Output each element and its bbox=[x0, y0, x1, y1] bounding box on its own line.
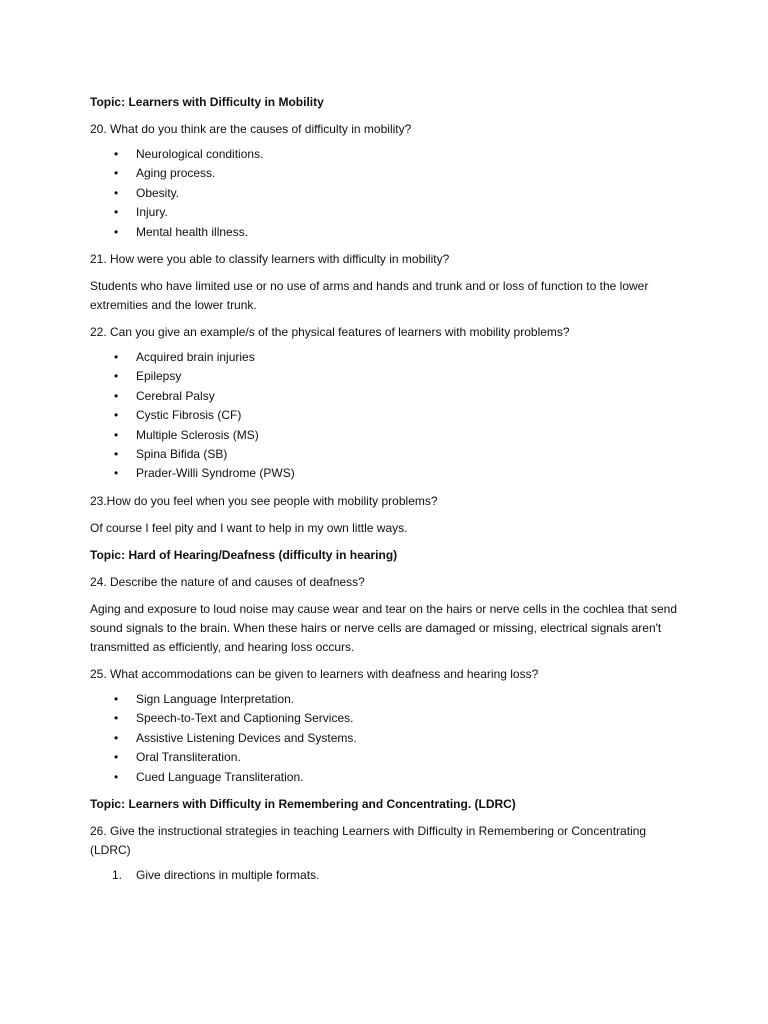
question-23: 23.How do you feel when you see people with mobility problems? bbox=[90, 493, 438, 508]
question-24: 24. Describe the nature of and causes of deafness? bbox=[90, 574, 365, 589]
list-item bbox=[90, 866, 690, 885]
answer-23: Of course I feel pity and I want to help in my own little ways. bbox=[90, 520, 408, 535]
topic-ldrc-heading: Topic: Learners with Difficulty in Remembering and Concentrating. (LDRC) bbox=[90, 796, 516, 811]
question-20: 20. What do you think are the causes of difficulty in mobility? bbox=[90, 122, 412, 136]
topic-mobility-heading: Topic: Learners with Difficulty in Mobility bbox=[90, 95, 324, 109]
list-item: • Mental health illness. bbox=[90, 223, 690, 242]
list-item-text: Give directions in multiple formats. bbox=[136, 867, 320, 882]
topic-hearing-heading: Topic: Hard of Hearing/Deafness (difficulty in hearing) bbox=[90, 547, 398, 562]
question-26-list bbox=[90, 866, 690, 885]
list-item: • Cerebral Palsy bbox=[90, 387, 690, 406]
list-item: • Multiple Sclerosis (MS) bbox=[90, 426, 690, 445]
list-item-number: 1. bbox=[112, 867, 123, 882]
question-20-list bbox=[90, 145, 690, 242]
question-22: 22. Can you give an example/s of the physical features of learners with mobility problems? bbox=[90, 325, 570, 340]
list-item: • Spina Bifida (SB) bbox=[90, 445, 690, 464]
answer-21: Students who have limited use or no use of arms and hands and trunk and or loss of function to the lower extremities and the lower trunk. bbox=[90, 279, 649, 313]
list-item: • Aging process. bbox=[90, 164, 690, 183]
list-item: • Obesity. bbox=[90, 184, 690, 203]
question-25: 25. What accommodations can be given to learners with deafness and hearing loss? bbox=[90, 666, 539, 681]
list-item: • Prader-Willi Syndrome (PWS) bbox=[90, 464, 690, 483]
question-21: 21. How were you able to classify learners with difficulty in mobility? bbox=[90, 252, 450, 267]
list-item: • Acquired brain injuries bbox=[90, 348, 690, 367]
list-item: • Assistive Listening Devices and Systems. bbox=[90, 729, 690, 748]
list-item: • Sign Language Interpretation. bbox=[90, 690, 690, 709]
list-item: • Epilepsy bbox=[90, 367, 690, 386]
list-item: • Speech-to-Text and Captioning Services. bbox=[90, 709, 690, 728]
list-item: • Cystic Fibrosis (CF) bbox=[90, 406, 690, 425]
question-22-list bbox=[90, 348, 690, 484]
question-26: 26. Give the instructional strategies in teaching Learners with Difficulty in Remembering or Concentrating (LDRC) bbox=[90, 823, 647, 857]
list-item: • Neurological conditions. bbox=[90, 145, 690, 164]
answer-24: Aging and exposure to loud noise may cause wear and tear on the hairs or nerve cells in the cochlea that send sound signals to the brain. When these hairs or nerve cells are damaged or missing, electrical signals aren't transmitted as efficiently, and hearing loss occurs. bbox=[90, 601, 678, 654]
list-item: • Injury. bbox=[90, 203, 690, 222]
list-item: • Cued Language Transliteration. bbox=[90, 768, 690, 787]
question-25-list bbox=[90, 690, 690, 787]
list-item: • Oral Transliteration. bbox=[90, 748, 690, 767]
document-page bbox=[90, 93, 690, 885]
